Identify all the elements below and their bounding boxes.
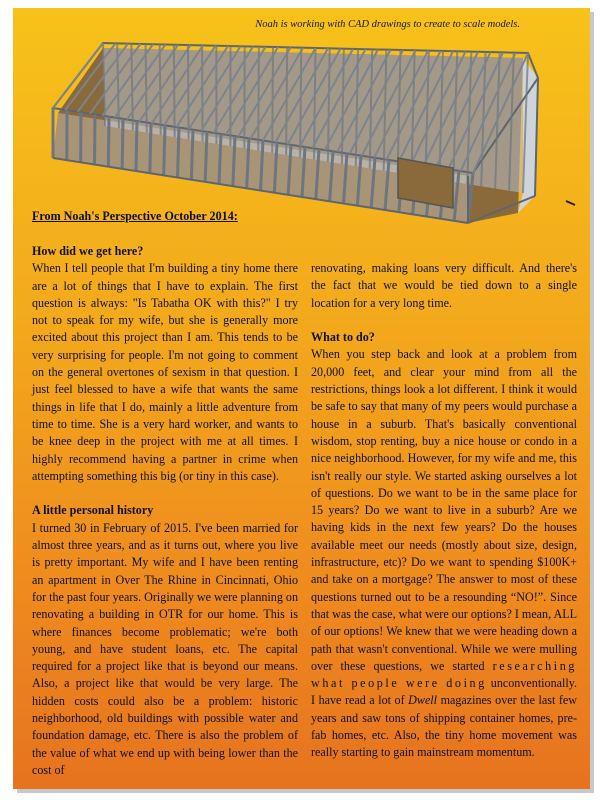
front-stud xyxy=(219,134,221,184)
left-column xyxy=(32,243,298,779)
front-stud xyxy=(108,117,109,167)
dwell-title: Dwell xyxy=(408,693,438,708)
front-stud xyxy=(136,121,137,171)
document-page xyxy=(13,8,590,789)
front-stud xyxy=(178,128,180,178)
paragraph-intro: When I tell people that I'm building a tiny home there are a lot of things that I have to explain. The first question is always: "Is Tabatha OK with this?" I try not to speak for my wife, but she is generally more excited about this project than I am. This tends to be very surprising for people. I'm not going to comment on the general overtones of sexism in that question. I just feel blessed to have a wife that wants the same things in life that I do, mainly a little adventure from time to time. She is a very hard worker, and wants to be knee deep in the project with me at all times. I highly recommend having a partner in crime when attempting something this big (or tiny in this case). xyxy=(32,261,298,483)
back-stud xyxy=(300,48,301,158)
back-stud xyxy=(188,45,189,139)
paragraph-continued: renovating, making loans very difficult. And there's the fact that we would be tied down to a single location for a very long time. xyxy=(311,261,577,310)
paragraph-history: I turned 30 in February of 2015. I've been married for almost three years, and as it turns out, where you live is pretty important. My wife and I have been renting an apartment in Over The Rhine in Cincinnati, Ohio for the past four years. Originally we were planning on renovating a building in OTR for our home. This is where finances become problematic; we're both young, and have student loans, etc. The capital required for a project like that is beyond our means. Also, a project like that would be very large. The hidden costs could also be a problem: historic neighborhood, old buildings with possible water and foundation damage, etc. There is also the problem of the value of what we end up with being lower than the cost of xyxy=(32,520,298,777)
heading-what-to-do: What to do? xyxy=(311,330,375,345)
back-stud xyxy=(146,44,147,133)
paragraph-what-to-do xyxy=(311,346,577,761)
lead-heading: From Noah's Perspective October 2014: xyxy=(32,209,238,223)
right-column xyxy=(311,260,577,762)
text-run-spaced: researching what people were doing xyxy=(311,658,577,691)
text-run-2: unconventionally. I have read a lot of xyxy=(311,676,577,708)
back-stud xyxy=(258,47,259,151)
text-run-1: When you step back and look at a problem from 20,000 feet, and clear your mind from all the restrictions, things look a lot different. I think it would be safe to say that many of my peers would purchase a house in a suburb. That's basically conventional wisdom, stop renting, buy a nice house or condo in a nice neighborhood. However, for my wife and me, this isn't really our style. We started asking ourselves a lot of questions. Do we want to be in the same place for 15 years? Do we want to live in a suburb? Are we having kids in the next few years? Do the houses available meet our needs (mostly about size, design, infrastructure, etc)? Do we want to spending $100K+ and take on a mortgage? The answer to most of these questions turned out to be a resounding “NO!”. Since that was the case, what were our options? I mean, ALL of our options! We knew that we were heading down a path that wasn't conventional. While we were mulling over these questions, we started xyxy=(311,347,577,673)
image-caption: Noah is working with CAD drawings to create to scale models. xyxy=(255,19,520,30)
front-stud xyxy=(205,132,207,182)
front-stud xyxy=(150,123,151,173)
front-stud xyxy=(164,125,165,175)
front-stud xyxy=(191,130,193,180)
front-stud xyxy=(95,115,96,165)
front-stud xyxy=(122,119,123,169)
heading-personal-history: A little personal history xyxy=(32,503,154,518)
dimension-tick xyxy=(566,201,575,205)
text-run-3: magazines over the last few years and saw tons of shipping container homes, pre-fab homes, etc. Also, the tiny home movement was really starting to gain mainstream momentum. xyxy=(311,693,577,760)
heading-how-did-we-get-here: How did we get here? xyxy=(32,244,144,258)
